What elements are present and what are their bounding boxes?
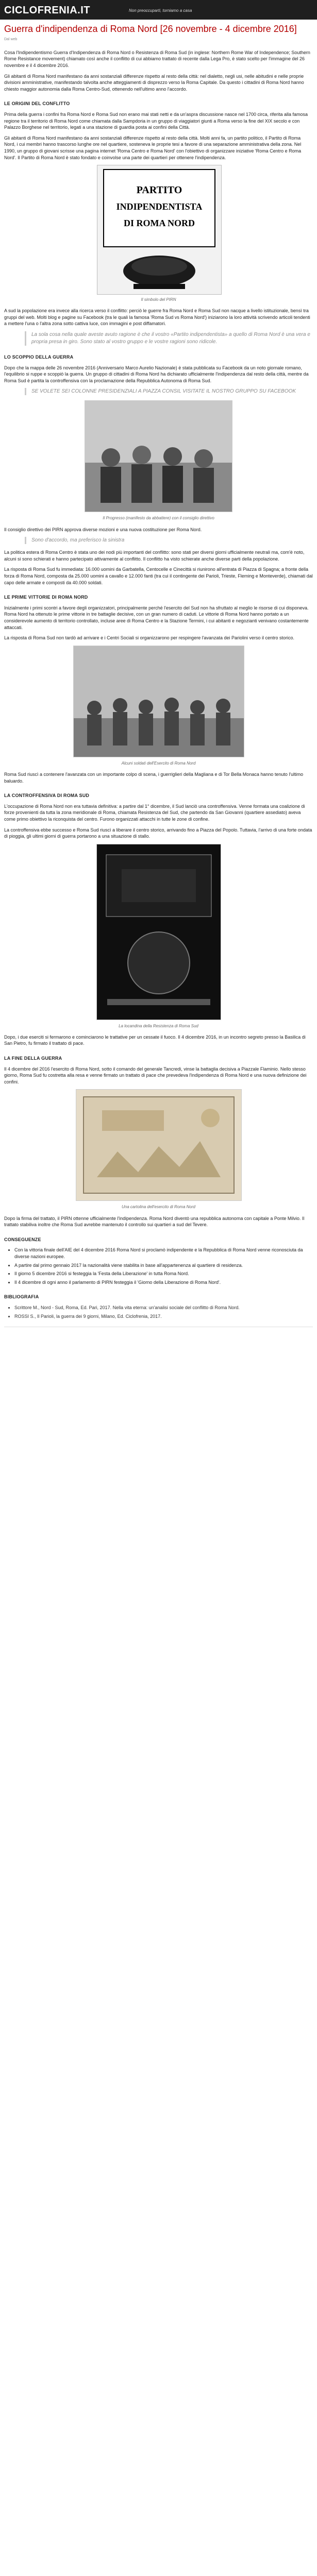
consequence-item-1: • Con la vittoria finale dell'AIE del 4 dicembre 2016 Roma Nord si proclamò indipendente e la Repubblica di Roma Nord venne riconosciuta da diverse nazioni europee. — [14, 1247, 313, 1260]
council-photo-graphic — [85, 401, 232, 512]
svg-text:PARTITO: PARTITO — [136, 184, 182, 196]
section-heading-origins: LE ORIGINI DEL CONFLITTO — [4, 101, 70, 107]
consequence-item-2: • A partire dal primo gennaio 2017 la nazionalità viene stabilita in base all'appartenenza al quartiere di residenza. — [14, 1262, 313, 1269]
development-paragraph-3: La politica estera di Roma Centro è stata uno dei nodi più importanti del conflitto: sono stati per diversi giorni ufficialmente neutrali ma, com'è noto, alcuni si sono schierati e hanno partecipato attivamente al conflitto. Il conflitto ha visto schierate anche diverse parti della popolazione. — [4, 550, 305, 562]
intro-paragraph-2: Gli abitanti di Roma Nord manifestano da anni sostanziali differenze rispetto al resto della città: nel dialetto, negli usi, nelle abitudini e nelle proprie divisioni amministrative, manifestando talvolta anche atteggiamenti di disprezzo verso la Roma Capitale. Da questo i cittadini di Roma Nord hanno chiesto maggior autonomia dalla Roma Centro-Sud, ottenendo nell'ultimo anno l'accordo. — [4, 73, 304, 92]
postcard-graphic — [76, 1090, 241, 1200]
consequences-list — [14, 1247, 313, 1285]
section-heading-consequences: CONSEGUENZE — [4, 1236, 41, 1242]
offensive-paragraph-2: La controffensiva ebbe successo e Roma Sud riuscì a liberare il centro storico, arrivando fino a Piazza del Popolo. Tuttavia, l'arrivo di una forte ondata di pioggia, gli ultimi giorni di guerra portarono a una situazione di stallo. — [4, 827, 312, 839]
council-caption: Il Progresso (manifesto da abbattere) con il consiglio direttivo — [103, 516, 214, 521]
development-paragraph-2: Il consiglio direttivo dei PIRN approva diverse mozioni e una nuova costituzione per Roma Nord. — [4, 527, 202, 532]
section-heading-bibliography: BIBLIOGRAFIA — [4, 1294, 39, 1300]
offensive-paragraph-3: Dopo, i due eserciti si fermarono e cominciarono le trattative per un cessate il fuoco. Il 4 dicembre 2016, in un incontro segreto presso la Basilica di San Pietro, fu firmato il trattato di pace. — [4, 1034, 306, 1046]
section-heading-development: LO SCOPPIO DELLA GUERRA — [4, 354, 74, 360]
article-meta: Dal web — [4, 38, 18, 41]
war-paragraph-3: Roma Sud riuscì a contenere l'avanzata con un importante colpo di scena, i guerriglieri della Magliana e di Tor Bella Monaca hanno tenuto l'ultimo baluardo. — [4, 771, 304, 784]
top-bar — [0, 0, 317, 20]
article-title: Guerra d'indipendenza di Roma Nord [26 novembre - 4 dicembre 2016] — [4, 24, 297, 34]
offensive-paragraph-1: L'occupazione di Roma Nord non era tuttavia definitiva: a partire dal 1° dicembre, il Sud lanciò una controffensiva. Venne formata una coalizione di forze provenienti da tutta la zona meridionale di Roma, chiamata Resistenza del Sud, che partendo da San Giovanni (quartiere assediato) aveva come primo obiettivo la riconquista del centro. Furono organizzati attacchi in tutte le zone di confine. — [4, 803, 305, 822]
origins-paragraph-1: Prima della guerra i confini fra Roma Nord e Roma Sud non erano mai stati netti e da un'aspra discussione nasce nel 1700 circa, riferita alla famosa regione tra il territorio di Roma Nord come chiamata dalla Sampdoria in un gruppo di viaggiatori giunti a Roma verso la fine del XIX secolo e con Palazzo Borghese nel territorio, legati a una stazione di guardia posta ai confini della Città. — [4, 111, 308, 130]
consequence-item-3: • Il giorno 5 dicembre 2016 si festeggia la 'Festa della Liberazione' in tutta Roma Nord. — [14, 1270, 313, 1277]
end-paragraph-2: Dopo la firma del trattato, il PIRN ottenne ufficialmente l'indipendenza. Roma Nord diventò una repubblica autonoma con capitale a Ponte Milvio. Il trattato stabiliva inoltre che Roma Sud avrebbe mantenuto il controllo sui quartieri a sud del Tevere. — [4, 1215, 305, 1228]
postcard-image — [76, 1089, 242, 1201]
war-paragraph-2: La risposta di Roma Sud non tardò ad arrivare e i Centri Sociali si organizzarono per respingere l'avanzata dei Pariolini verso il centro storico. — [4, 635, 295, 641]
soldiers-photo-graphic — [74, 646, 244, 757]
quote-1: La sola cosa nella quale aveste avuto ragione è che il vostro «Partito indipendentista» a quello di Roma Nord è una vera e propria presa in giro. Sono stato al vostro gruppo e le vostre ragioni sono ridicole. — [25, 331, 313, 346]
development-paragraph-1: Dopo che la mappa delle 26 novembre 2016 (Anniversario Marco Aurelio Nazionale) è stata pubblicata su Facebook da un noto giornale romano, l'equilibrio si ruppe e scoppiò la guerra. Un gruppo di cittadini di Roma Nord ha dichiarato ufficialmente l'indipendenza dal resto della città, mentre da Roma Sud è partita la controffensiva con la proclamazione della Repubblica Autonoma di Roma Sud. — [4, 365, 309, 383]
war-paragraph-1: Inizialmente i primi scontri a favore degli organizzatori, principalmente perché l'esercito del Sud non ha sfruttato al meglio le risorse di cui disponeva. Roma Nord ha ottenuto le prime vittorie in tre battaglie decisive, con un gran numero di caduti. Le vittorie di Roma Nord hanno portato a un considerevole aumento di territorio controllato, incluse aree di Roma Centro e la Stazione Termini, i cui abitanti e negozianti venivano costantemente attaccati. — [4, 605, 309, 630]
svg-text:DI ROMA NORD: DI ROMA NORD — [123, 218, 195, 229]
svg-text:INDIPENDENTISTA: INDIPENDENTISTA — [116, 201, 202, 212]
quote-2: SE VOLETE SEI COLONNE PRESIDENZIALI A PIAZZA CONSIL VISITATE IL NOSTRO GRUPPO SU FACEBOOK — [25, 388, 313, 395]
origins-paragraph-3: A sud la popolazione era invece alla ricerca verso il conflitto: perciò le guerre fra Roma Nord e Roma Sud non nacque a livello istituzionale, bensì tra gruppi del web. Molti blog e pagine su Facebook (tra le quali la famosa 'Roma Sud vs Roma Nord') iniziarono la loro attività scrivendo articoli tendenti a mettere l'una o l'altra zona sotto cattiva luce, con immagini e post diffamatori. — [4, 308, 310, 327]
resistance-poster-image — [96, 844, 221, 1020]
resistance-poster-graphic — [97, 844, 221, 1020]
postcard-caption: Una cartolina dell'esercito di Roma Nord — [122, 1205, 195, 1210]
soldiers-caption: Alcuni soldati dell'Esercito di Roma Nord — [121, 760, 196, 766]
bibliography-item-2: • ROSSI S., Il Parioli, la guerra dei 9 giorni, Milano, Ed. Ciclofrenia, 2017. — [14, 1313, 313, 1320]
soldiers-image — [73, 646, 244, 757]
development-paragraph-4: La risposta di Roma Sud fu immediata: 16.000 uomini da Garbatella, Centocelle e Cinecittà si riunirono all'entrata di Piazza di Spagna; a fronte della forza di Roma Nord, composta da 25.000 uomini a cavallo e 12.000 fanti (tra cui il contingente dei Parioli, Trieste, Fleming e Monteverde), chiamati dal capo delle armate e composti da 40.000 soldati. — [4, 567, 313, 585]
bibliography-item-1: • Scrittore M., Nord - Sud, Roma, Ed. Pari, 2017. Nella vita eterna: un'analisi sociale del conflitto di Roma Nord. — [14, 1304, 313, 1311]
section-heading-end: LA FINE DELLA GUERRA — [4, 1056, 62, 1061]
poster-caption: La locandina della Resistenza di Roma Sud — [119, 1023, 198, 1028]
site-tagline: Non preoccuparti, torniamo a casa — [129, 8, 192, 13]
intro-paragraph-1: Cosa l'Indipendentismo Guerra d'Indipendenza di Roma Nord o Resistenza di Roma Sud (in inglese: Northern Rome War of Independence; Southern Rome Resistance movement) chiamato così anche il conflitto di cui abbiamo trattato di recente dalla Lega Pro, è stato scelto per l'immagine del 26 novembre e il 4 dicembre 2016. — [4, 49, 310, 68]
origins-paragraph-2: Gli abitanti di Roma Nord manifestano da anni sostanziali differenze rispetto al resto della città. Molti anni fa, un partito politico, il Partito di Roma Nord, i cui membri hanno trascorso lunghe ore nel quartiere, sosteneva le proprie tesi a favore di una separazione amministrativa della zona. Nel 1990, un gruppo di giovani scrisse una pagina internet 'Roma Centro e Roma Nord' con l'obiettivo di organizzare iniziative 'Roma Centro e Roma Nord'. Il Partito di Roma Nord è stato fondato e coinvolse una parte dei quartieri per ottenere l'indipendenza. — [4, 135, 302, 160]
quote-3: Sono d'accordo, ma preferisco la sinistra — [25, 537, 313, 544]
consequence-item-4: • Il 4 dicembre di ogni anno il parlamento di PIRN festeggia il 'Giorno della Liberazione di Roma Nord'. — [14, 1279, 313, 1286]
end-paragraph-1: Il 4 dicembre del 2016 l'esercito di Roma Nord, sotto il comando del generale Tancredi, vinse la battaglia decisiva a Piazzale Flaminio. Nello stesso giorno, Roma Sud fu costretta alla resa e venne firmato un trattato di pace che prevedeva l'indipendenza di Roma Nord e una nuova definizione dei confini. — [4, 1066, 307, 1084]
pirn-logo-caption: Il simbolo del PIRN — [141, 297, 176, 302]
pirn-logo-image — [97, 165, 222, 295]
pirn-logo-graphic — [97, 165, 221, 294]
pirn-logo-image-wrap — [97, 165, 221, 302]
article — [4, 24, 313, 1334]
site-logo[interactable]: CICLOFRENIA.IT — [4, 5, 90, 16]
bibliography-list — [14, 1304, 313, 1319]
council-image — [85, 400, 232, 512]
section-heading-offensive: LA CONTROFFENSIVA DI ROMA SUD — [4, 793, 90, 799]
section-heading-war: LE PRIME VITTORIE DI ROMA NORD — [4, 595, 88, 600]
